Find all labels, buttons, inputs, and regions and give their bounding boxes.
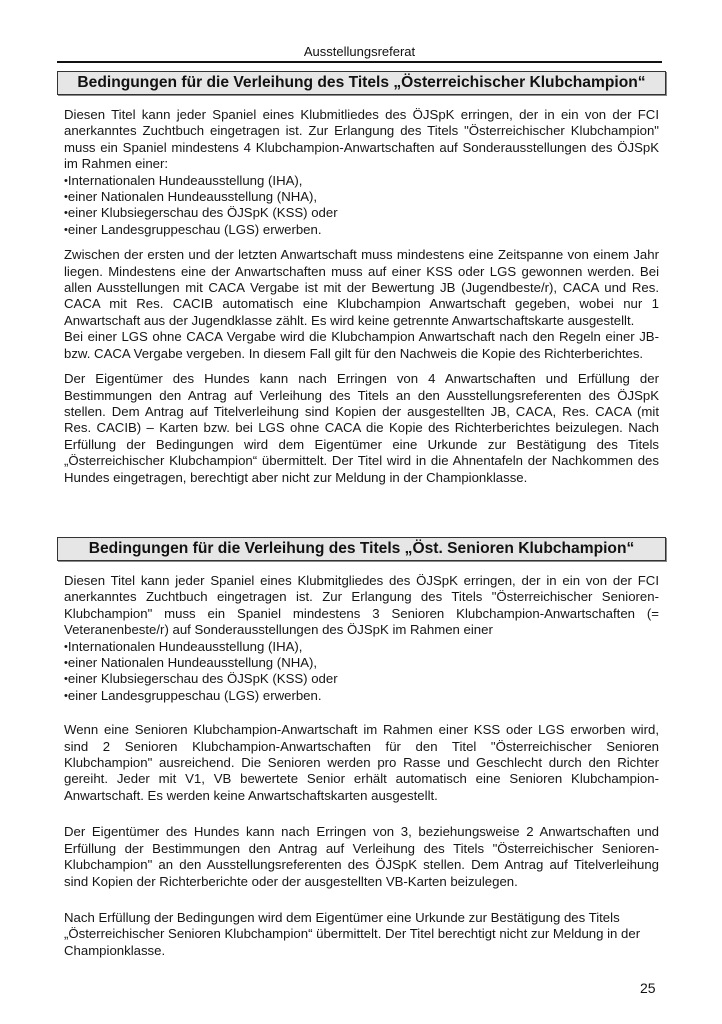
bullet-item: • Internationalen Hundeausstellung (IHA), xyxy=(64,173,659,189)
section-heading-klubchampion: Bedingungen für die Verleihung des Titels „Österreichischer Klubchampion“ xyxy=(57,71,666,95)
paragraph-certificate: Nach Erfüllung der Bedingungen wird dem Eigentümer eine Urkunde zur Bestätigung des Titels „Österreichischer Senioren Klubchampion“ übermittelt. Der Titel berechtigt nicht zur Meldung in der Championklasse. xyxy=(64,909,641,958)
paragraph-application: Der Eigentümer des Hundes kann nach Erringen von 4 Anwartschaften und Erfüllung der Bestimmungen den Antrag auf Verleihung des Titels an den Ausstellungsreferenten des ÖJSpK stellen. Dem Antrag auf Titelverleihung sind Kopien der ausgestellten JB, CACA, Res. CACA (mit Res. CACIB) – Karten bzw. bei LGS ohne CACA die Kopie des Richterberichtes beizulegen. Nach Erfüllung der Bedingungen wird dem Eigentümer eine Urkunde zur Bestätigung des Titels „Österreichischer Klubchampion“ übermittelt. Der Titel wird in die Ahnentafeln der Nachkommen des Hundes eingetragen, berechtigt aber nicht zur Meldung in der Championklasse. xyxy=(64,371,659,485)
paragraph-application: Der Eigentümer des Hundes kann nach Erringen von 3, beziehungsweise 2 Anwartschaften und Erfüllung der Bestimmungen den Antrag auf Verleihung des Titels "Österreichischer Senioren-Klubchampion" an den Ausstellungsreferenten des ÖJSpK stellen. Dem Antrag auf Titelverleihung sind Kopien der Richterberichte oder der ausgestellten VB-Karten beizulegen. xyxy=(64,824,659,889)
paragraph-lgs-rules: Bei einer LGS ohne CACA Vergabe wird die Klubchampion Anwartschaft nach den Regeln einer JB- bzw. CACA Vergabe vergeben. In diesem Fall gilt für den Nachweis die Kopie des Richterberichtes. xyxy=(64,329,659,361)
paragraph-intro: Diesen Titel kann jeder Spaniel eines Klubmitliedes des ÖJSpK erringen, der in ein von der FCI anerkanntes Zuchtbuch eingetragen ist. Zur Erlangung des Titels "Österreichischer Klubchampion" muss ein Spaniel mindestens 4 Klubchampion-Anwartschaften auf Sonderausstellungen des ÖJSpK im Rahmen einer: xyxy=(64,107,659,172)
bullet-item: • einer Nationalen Hundeausstellung (NHA), xyxy=(64,655,659,671)
header-rule xyxy=(57,61,662,63)
bullet-list-show-types xyxy=(64,173,659,239)
bullet-item: • einer Klubsiegerschau des ÖJSpK (KSS) oder xyxy=(64,671,659,687)
bullet-item: • einer Landesgruppeschau (LGS) erwerben. xyxy=(64,688,659,704)
paragraph-intro: Diesen Titel kann jeder Spaniel eines Klubmitgliedes des ÖJSpK erringen, der in ein von der FCI anerkanntes Zuchtbuch eingetragen ist. Zur Erlangung des Titels "Österreichischer Senioren-Klubchampion" muss ein Spaniel mindestens 3 Senioren Klubchampion-Anwartschaften (= Veteranenbeste/r) auf Sonderausstellungen des ÖJSpK im Rahmen einer xyxy=(64,573,659,638)
paragraph-timespan: Zwischen der ersten und der letzten Anwartschaft muss mindestens eine Zeitspanne von einem Jahr liegen. Mindestens eine der Anwartschaften muss auf einer KSS oder LGS gewonnen werden. Bei allen Ausstellungen mit CACA Vergabe ist mit der Bewertung JB (Jugendbeste/r), CACA und Res. CACA mit Res. CACIB automatisch eine Klubchampion Anwartschaft gegeben, wobei nur 1 Anwartschaft aus der Jugendklasse zählt. Es wird keine getrennte Anwartschaftskarte ausgestellt. xyxy=(64,247,659,328)
section-body-senioren-klubchampion xyxy=(64,573,659,959)
bullet-item: • Internationalen Hundeausstellung (IHA), xyxy=(64,639,659,655)
section-heading-senioren-klubchampion: Bedingungen für die Verleihung des Titels „Öst. Senioren Klubchampion“ xyxy=(57,537,666,561)
bullet-item: • einer Klubsiegerschau des ÖJSpK (KSS) oder xyxy=(64,205,659,221)
page-number: 25 xyxy=(640,980,656,996)
paragraph-kss-lgs-rule: Wenn eine Senioren Klubchampion-Anwartschaft im Rahmen einer KSS oder LGS erworben wird, sind 2 Senioren Klubchampion-Anwartschaften für den Titel "Österreichischer Senioren Klubchampion" ausreichend. Die Senioren werden pro Rasse und Geschlecht durch den Richter gereiht. Jeder mit V1, VB bewertete Senior erhält automatisch eine Senioren Klubchampion-Anwartschaft. Es werden keine Anwartschaftskarten ausgestellt. xyxy=(64,722,659,803)
bullet-list-show-types xyxy=(64,639,659,705)
section-body-klubchampion xyxy=(64,107,659,486)
running-header-title: Ausstellungsreferat xyxy=(303,44,416,59)
bullet-item: • einer Nationalen Hundeausstellung (NHA), xyxy=(64,189,659,205)
bullet-item: • einer Landesgruppeschau (LGS) erwerben. xyxy=(64,222,659,238)
